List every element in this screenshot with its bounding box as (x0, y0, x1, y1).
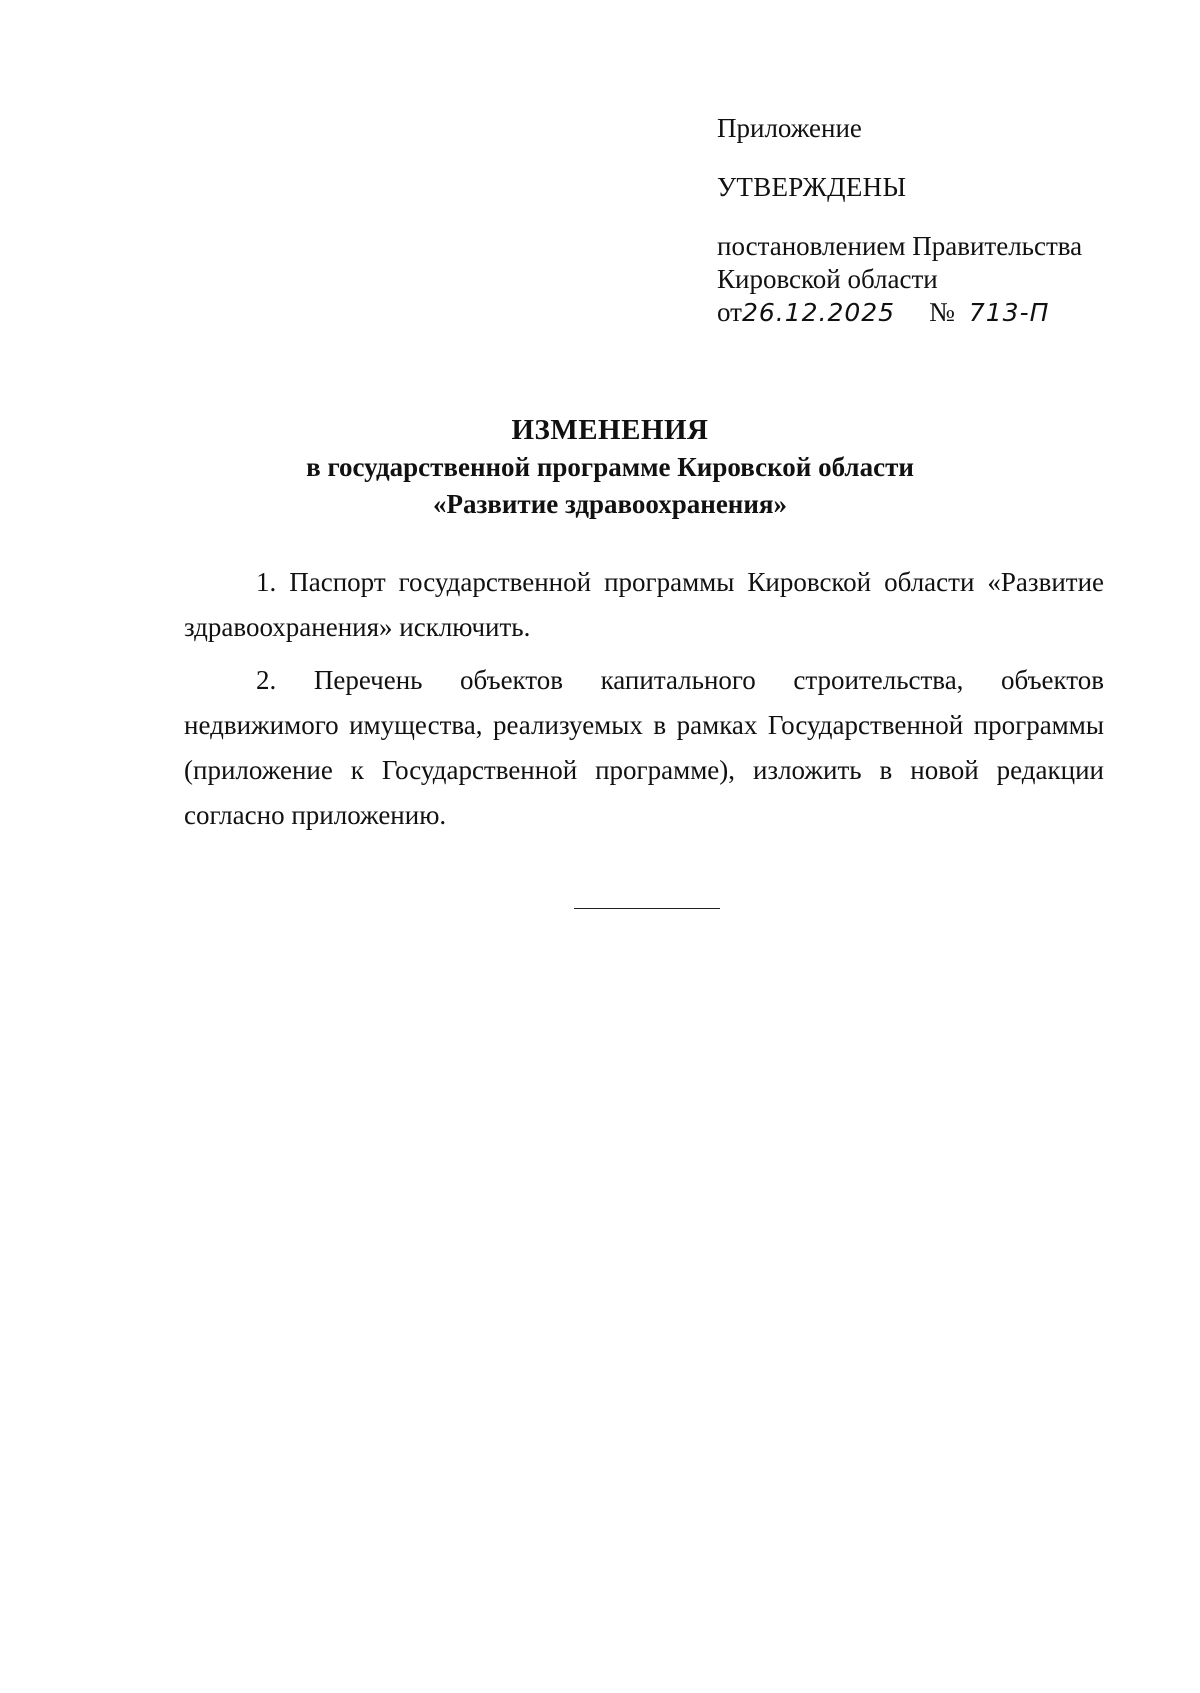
document-title (120, 412, 1100, 523)
approved-label: УТВЕРЖДЕНЫ (717, 172, 907, 202)
resolution-date-number (717, 296, 1117, 329)
paragraph-1: 1. Паспорт государственной программы Кировской области «Развитие здравоохранения» исключить. (184, 567, 1104, 642)
title-main: ИЗМЕНЕНИЯ (511, 414, 709, 446)
number-sign: № (929, 297, 955, 327)
appendix-label: Приложение (717, 113, 862, 143)
document-body (184, 560, 1104, 846)
date-prefix: от (717, 297, 742, 327)
handwritten-date: 26.12.2025 (741, 298, 896, 327)
paragraph-2: 2. Перечень объектов капитального строительства, объектов недвижимого имущества, реализуемых в рамках Государственной программы (приложение к Государственной программе), изложить в новой редакции согласно приложению. (184, 665, 1104, 830)
handwritten-number: 713-П (968, 298, 1050, 327)
title-line-3: «Развитие здравоохранения» (432, 489, 788, 519)
end-separator-line (574, 908, 720, 909)
resolution-line-2: Кировской области (717, 264, 938, 294)
title-line-2: в государственной программе Кировской области (306, 452, 914, 482)
resolution-line-1: постановлением Правительства (717, 231, 1083, 261)
approval-stamp-block (717, 112, 1117, 329)
